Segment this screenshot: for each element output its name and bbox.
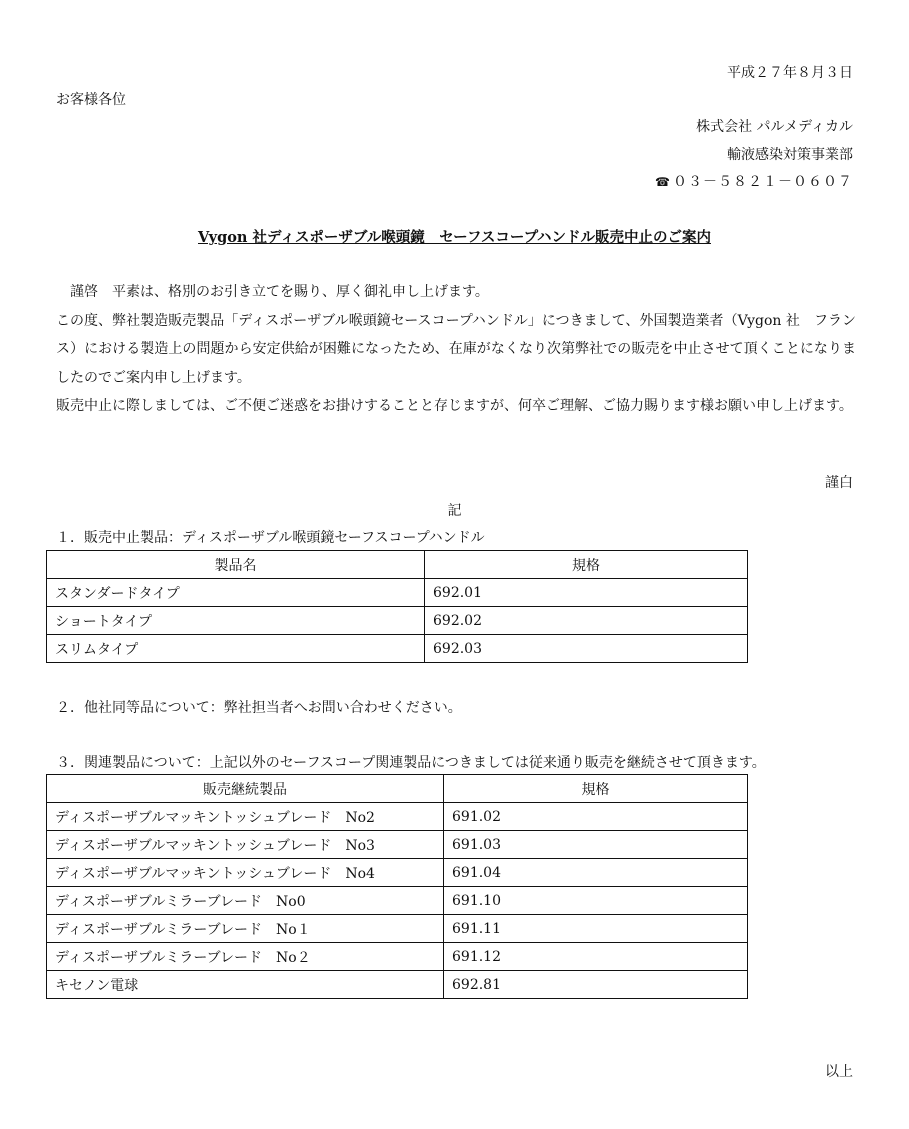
section2-heading: ２．他社同等品について：弊社担当者へお問い合わせください。 bbox=[56, 700, 462, 716]
table-row bbox=[47, 635, 748, 663]
table-row bbox=[47, 607, 748, 635]
phone-number-line bbox=[655, 171, 853, 191]
table-row bbox=[47, 971, 748, 999]
document-date: 平成２７年８月３日 bbox=[727, 65, 853, 81]
ki-marker: 記 bbox=[447, 503, 462, 519]
column-header-product-name: 販売継続製品 bbox=[47, 775, 444, 803]
spec-cell: 692.81 bbox=[444, 971, 748, 999]
body-text bbox=[56, 278, 856, 421]
product-name-cell: ディスポーザブルミラーブレード No0 bbox=[47, 887, 444, 915]
phone-number: ０３－５８２１－０６０７ bbox=[673, 174, 853, 190]
product-name-cell: スリムタイプ bbox=[47, 635, 425, 663]
table-header-row bbox=[47, 551, 748, 579]
recipient: お客様各位 bbox=[56, 92, 126, 108]
product-name-cell: ディスポーザブルミラーブレード No１ bbox=[47, 915, 444, 943]
spec-cell: 691.02 bbox=[444, 803, 748, 831]
spec-cell: 692.03 bbox=[425, 635, 748, 663]
table-row bbox=[47, 915, 748, 943]
table-row bbox=[47, 803, 748, 831]
continued-products-table bbox=[46, 774, 748, 999]
body-paragraph-notice: この度、弊社製造販売製品「ディスポーザブル喉頭鏡セースコープハンドル」につきまして、外国製造業者（Vygon 社 フランス）における製造上の問題から安定供給が困難になったため、在庫がなくなり次第弊社での販売を中止させて頂くことになりましたのでご案内申し上げます。 bbox=[56, 312, 856, 386]
column-header-spec: 規格 bbox=[444, 775, 748, 803]
product-name-cell: ショートタイプ bbox=[47, 607, 425, 635]
column-header-spec: 規格 bbox=[425, 551, 748, 579]
product-name-cell: キセノン電球 bbox=[47, 971, 444, 999]
spec-cell: 691.11 bbox=[444, 915, 748, 943]
ending-word: 以上 bbox=[825, 1064, 853, 1080]
spec-cell: 692.02 bbox=[425, 607, 748, 635]
product-name-cell: スタンダードタイプ bbox=[47, 579, 425, 607]
company-name: 株式会社 パルメディカル bbox=[696, 119, 853, 135]
section1-heading: １．販売中止製品：ディスポーザブル喉頭鏡セーフスコープハンドル bbox=[56, 530, 485, 546]
section3-heading: ３．関連製品について：上記以外のセーフスコープ関連製品につきましては従来通り販売を継続させて頂きます。 bbox=[56, 755, 766, 771]
spec-cell: 691.10 bbox=[444, 887, 748, 915]
product-name-cell: ディスポーザブルマッキントッシュブレード No3 bbox=[47, 831, 444, 859]
spec-cell: 691.04 bbox=[444, 859, 748, 887]
product-name-cell: ディスポーザブルマッキントッシュブレード No2 bbox=[47, 803, 444, 831]
table-row bbox=[47, 579, 748, 607]
document-title: Vygon 社ディスポーザブル喉頭鏡 セーフスコープハンドル販売中止のご案内 bbox=[198, 229, 711, 246]
table-row bbox=[47, 859, 748, 887]
closing-word: 謹白 bbox=[825, 475, 853, 491]
product-name-cell: ディスポーザブルマッキントッシュブレード No4 bbox=[47, 859, 444, 887]
table-row bbox=[47, 887, 748, 915]
body-paragraph-apology: 販売中止に際しましては、ご不便ご迷惑をお掛けすることと存じますが、何卒ご理解、ご協力賜ります様お願い申し上げます。 bbox=[56, 398, 853, 414]
body-paragraph-greeting: 謹啓 平素は、格別のお引き立てを賜り、厚く御礼申し上げます。 bbox=[56, 284, 489, 300]
discontinued-products-table bbox=[46, 550, 748, 663]
spec-cell: 692.01 bbox=[425, 579, 748, 607]
spec-cell: 691.12 bbox=[444, 943, 748, 971]
table-row bbox=[47, 943, 748, 971]
table-header-row bbox=[47, 775, 748, 803]
phone-icon: ☎ bbox=[655, 175, 671, 189]
department-name: 輸液感染対策事業部 bbox=[727, 147, 853, 163]
product-name-cell: ディスポーザブルミラーブレード No２ bbox=[47, 943, 444, 971]
spec-cell: 691.03 bbox=[444, 831, 748, 859]
table-row bbox=[47, 831, 748, 859]
column-header-product-name: 製品名 bbox=[47, 551, 425, 579]
